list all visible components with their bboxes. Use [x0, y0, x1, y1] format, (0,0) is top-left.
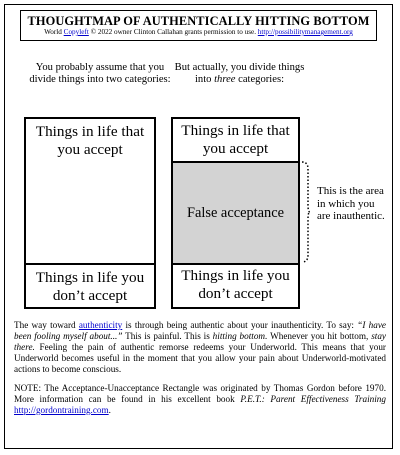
p1-text-1: The way toward: [14, 320, 79, 330]
left-dont-accept-label: Things in life you don’t accept: [35, 269, 145, 304]
false-acceptance-label: False acceptance: [186, 204, 285, 221]
p1-emphasis-1: hitting bottom.: [212, 330, 268, 341]
p1-text-3: This is painful. This is: [122, 330, 213, 341]
false-acceptance-zone: [173, 161, 298, 265]
left-accept-label: Things in life that you accept: [35, 123, 145, 158]
gordon-training-link[interactable]: http://gordontraining.com: [14, 404, 109, 415]
p1-text-4: Whenever you hit bottom,: [267, 330, 372, 341]
p1-text-2: is through being authentic about your inauthenticity. To say:: [122, 320, 358, 330]
possibility-management-link[interactable]: http://possibilitymanagement.org: [257, 28, 353, 36]
right-caption-after: categories:: [235, 74, 285, 85]
inauthentic-annotation: This is the area in which you are inauthentic.: [317, 185, 385, 223]
p1-text-5: Feeling the pain of authentic remorse redeems your Underworld. This means that your Underworld becomes useful in the moment that you allow your pain about Underworld-motivated actions to become conscious.: [14, 341, 386, 374]
right-accept-label: Things in life that you accept: [181, 122, 290, 157]
dotted-bracket: [301, 161, 310, 263]
right-caption-italic: three: [214, 74, 236, 85]
left-caption: You probably assume that you divide things into two categories:: [29, 62, 171, 85]
three-category-rectangle: [171, 117, 300, 309]
two-category-rectangle: [24, 117, 156, 309]
authenticity-link[interactable]: authenticity: [78, 320, 123, 330]
right-caption: [172, 62, 307, 86]
left-divider: [26, 263, 154, 265]
explanation-paragraph: [14, 320, 386, 375]
p2-text-3: .: [108, 404, 111, 415]
note-paragraph: [14, 383, 386, 416]
right-caption-before: But actually, you divide things into: [174, 62, 305, 85]
credit-line: [21, 28, 376, 37]
credit-middle: © 2022 owner Clinton Callahan grants permission to use.: [88, 28, 258, 36]
p2-book-title: P.E.T.: Parent Effectiveness Training: [240, 393, 386, 404]
p1-emphasis-2: stay there.: [14, 330, 387, 352]
right-dont-accept-label: Things in life you don’t accept: [181, 267, 290, 302]
page-title: THOUGHTMAP OF AUTHENTICALLY HITTING BOTTOM: [27, 14, 370, 28]
credit-prefix: World: [44, 28, 64, 36]
header-box: [20, 10, 377, 41]
p2-text-1: NOTE: The Acceptance-Unacceptance Rectangle was originated by Thomas Gordon before 1970. More information can be found in his excellent book: [14, 383, 386, 404]
p1-quote: “I have been fooling myself about...”: [14, 320, 386, 341]
copyleft-link[interactable]: Copyleft: [63, 28, 89, 36]
